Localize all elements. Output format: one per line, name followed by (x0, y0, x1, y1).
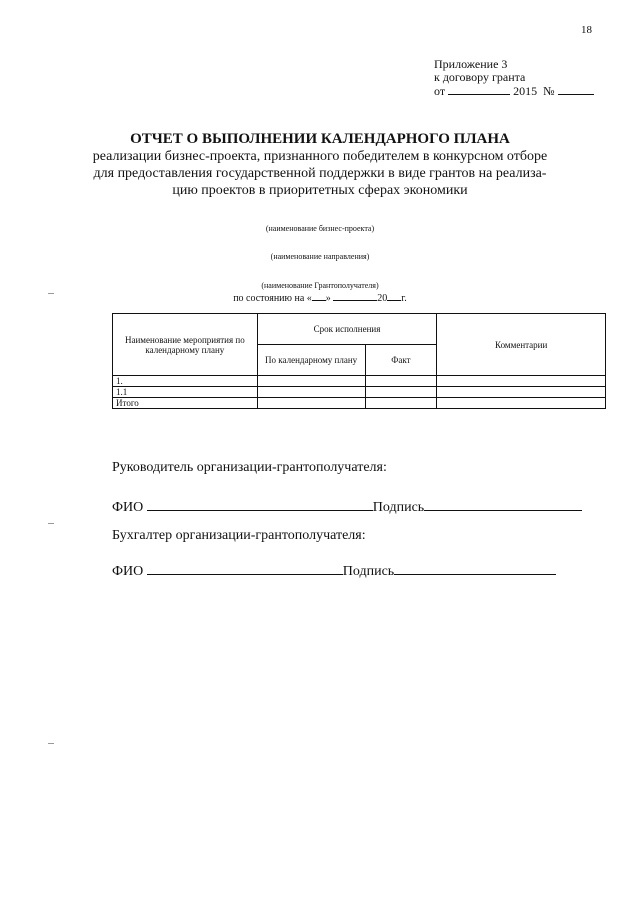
report-title: ОТЧЕТ О ВЫПОЛНЕНИИ КАЛЕНДАРНОГО ПЛАНА (130, 131, 510, 147)
page-number: 18 (581, 24, 592, 36)
appendix-line-1: Приложение 3 (434, 57, 508, 71)
as-of-mid: » (325, 293, 331, 304)
scan-mark (48, 293, 54, 294)
appendix-line-3 (434, 84, 594, 98)
report-subtitle-3: цию проектов в приоритетных сферах экономики (172, 183, 468, 198)
header-comments: Комментарии (437, 314, 606, 376)
accountant-fio-label: ФИО (112, 564, 144, 579)
direction-name-label: (наименование направления) (270, 252, 370, 261)
month-blank (333, 290, 377, 301)
calendar-plan-table (112, 313, 606, 409)
header-event-name: Наименование мероприятия по календарному плану (113, 314, 258, 376)
header-plan-term: По календарному плану (257, 345, 365, 376)
header-fact: Факт (365, 345, 437, 376)
row-label: 1.1 (113, 387, 258, 398)
year-blank (387, 290, 401, 301)
scan-mark (48, 743, 54, 744)
accountant-sign-label: Подпись (342, 564, 395, 579)
scan-mark (48, 523, 54, 524)
accountant-signature-line (112, 560, 556, 580)
row-label: Итого (113, 398, 258, 409)
accountant-sign-blank (394, 560, 556, 575)
header-term: Срок исполнения (257, 314, 437, 345)
head-sign-blank (424, 496, 582, 511)
head-title: Руководитель организации-грантополучателя: (112, 460, 387, 475)
report-subtitle-1: реализации бизнес-проекта, признанного победителем в конкурсном отборе (92, 149, 548, 164)
as-of-prefix: по состоянию на « (233, 293, 312, 304)
appendix-line-2: к договору гранта (434, 70, 526, 84)
table-row (113, 387, 606, 398)
head-signature-line (112, 496, 582, 516)
contract-date-blank (448, 84, 510, 95)
appendix-from: от (434, 84, 446, 98)
table-row (113, 398, 606, 409)
appendix-number-sign: № (543, 84, 555, 98)
accountant-title: Бухгалтер организации-грантополучателя: (112, 528, 366, 543)
day-blank (312, 290, 326, 301)
report-title-block (0, 130, 640, 199)
as-of-suffix: г. (401, 293, 407, 304)
appendix-year: 2015 (513, 84, 538, 98)
row-label: 1. (113, 376, 258, 387)
head-fio-blank (147, 496, 373, 511)
head-sign-label: Подпись (372, 500, 425, 515)
as-of-date-line (0, 290, 640, 304)
head-fio-label: ФИО (112, 500, 144, 515)
accountant-fio-blank (147, 560, 343, 575)
report-subtitle-2: для предоставления государственной поддержки в виде грантов на реализа- (93, 166, 547, 181)
grantee-name-label: (наименование Грантополучателя) (261, 281, 379, 290)
project-name-label: (наименование бизнес-проекта) (265, 224, 375, 233)
contract-number-blank (558, 84, 594, 95)
table-row (113, 376, 606, 387)
appendix-block (434, 58, 594, 98)
as-of-year-prefix: 20 (377, 293, 388, 304)
